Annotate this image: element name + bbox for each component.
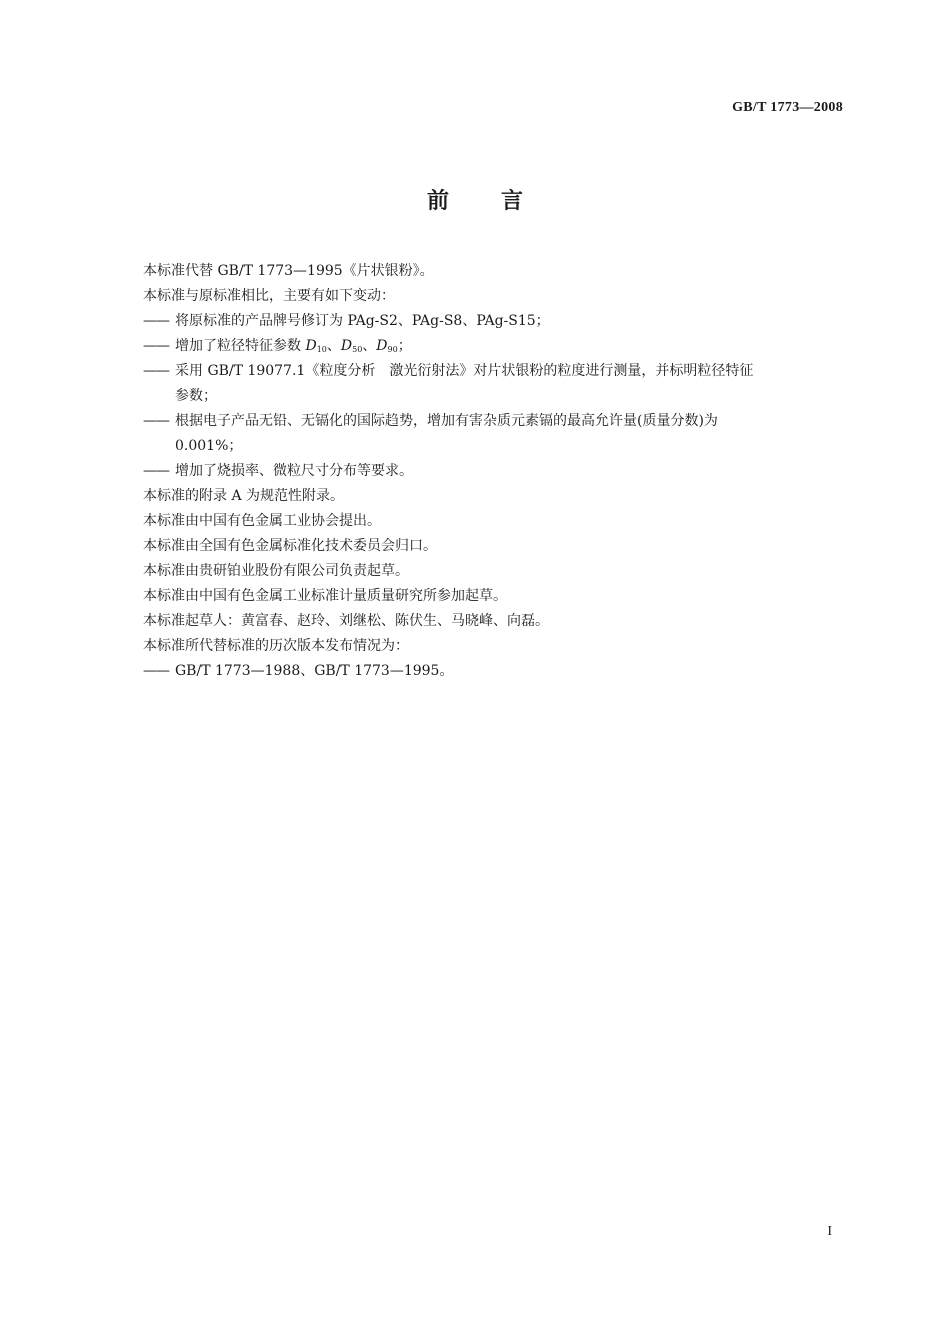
param-d10-sub: 10 (316, 345, 327, 354)
change-text: 根据电子产品无铅、无镉化的国际趋势，增加有害杂质元素镉的最高允许量(质量分数)为 (175, 413, 718, 429)
separator: 、 (362, 338, 377, 354)
paragraph-drafted-by: 本标准由贵研铂业股份有限公司负责起草。 (143, 563, 409, 579)
standard-code: GB/T 1773—2008 (732, 100, 843, 115)
change-item-requirements (143, 459, 843, 484)
param-d90-var: D (376, 338, 388, 354)
list-dash: —— (143, 663, 169, 679)
paragraph-administered-by: 本标准由全国有色金属标准化技术委员会归口。 (143, 538, 437, 554)
history-text: GB/T 1773—1988、GB/T 1773—1995。 (175, 663, 454, 679)
change-text-end: ； (397, 338, 412, 354)
change-item-particle-size (143, 334, 843, 359)
paragraph-proposed-by: 本标准由中国有色金属工业协会提出。 (143, 513, 381, 529)
list-dash: —— (143, 363, 169, 379)
param-d10-var: D (305, 338, 317, 354)
change-item-cadmium (143, 409, 843, 434)
paragraph-changes-intro: 本标准与原标准相比，主要有如下变动： (143, 288, 395, 304)
change-text-continued: 参数； (175, 388, 217, 404)
separator: 、 (326, 338, 341, 354)
change-item-grades (143, 309, 843, 334)
param-d90-sub: 90 (387, 345, 398, 354)
list-dash: —— (143, 313, 169, 329)
paragraph-replaces: 本标准代替 GB/T 1773—1995《片状银粉》。 (143, 263, 434, 279)
document-body (143, 259, 843, 684)
history-item (143, 659, 843, 684)
paragraph-participated: 本标准由中国有色金属工业标准计量质量研究所参加起草。 (143, 588, 507, 604)
list-dash: —— (143, 463, 169, 479)
page-title: 前言 (426, 189, 575, 214)
change-text: 采用 GB/T 19077.1《粒度分析 激光衍射法》对片状银粉的粒度进行测量，并标明粒径特征 (175, 363, 754, 379)
param-d50-var: D (340, 338, 353, 354)
paragraph-drafters: 本标准起草人：黄富春、赵玲、刘继松、陈伏生、马晓峰、向磊。 (143, 613, 549, 629)
change-text: 增加了粒径特征参数 (175, 338, 306, 354)
paragraph-history-intro: 本标准所代替标准的历次版本发布情况为： (143, 638, 409, 654)
paragraph-appendix: 本标准的附录 A 为规范性附录。 (143, 488, 345, 504)
page-number: I (827, 1224, 832, 1239)
change-text: 增加了烧损率、微粒尺寸分布等要求。 (175, 463, 413, 479)
change-item-measurement-cont (143, 384, 843, 409)
list-dash: —— (143, 413, 169, 429)
change-text-continued: 0.001%； (175, 438, 243, 454)
change-text: 将原标准的产品牌号修订为 PAg-S2、PAg-S8、PAg-S15； (175, 313, 550, 329)
list-dash: —— (143, 338, 169, 354)
change-item-measurement (143, 359, 843, 384)
param-d50-sub: 50 (352, 345, 363, 354)
change-item-cadmium-cont (143, 434, 843, 459)
